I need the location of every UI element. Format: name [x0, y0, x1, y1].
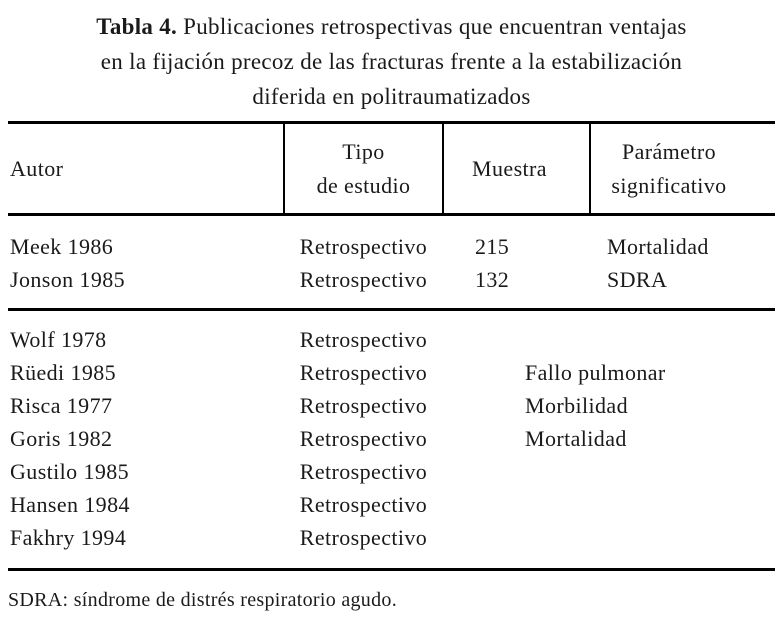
table-title-line2: en la fijación precoz de las fracturas frente a la estabilización	[100, 49, 683, 74]
table-row	[8, 310, 775, 357]
table-footnote: SDRA: síndrome de distrés respiratorio agudo.	[8, 589, 397, 611]
cell-autor: Gustilo 1985	[10, 459, 130, 484]
cell-tipo: Retrospectivo	[299, 426, 428, 451]
header-parametro-line1: Parámetro	[621, 138, 716, 164]
cell-tipo: Retrospectivo	[299, 459, 428, 484]
column-header-parametro-significativo	[590, 123, 775, 215]
column-header-muestra: Muestra	[443, 123, 590, 215]
cell-autor: Fakhry 1994	[10, 525, 127, 550]
table-section-2	[8, 310, 775, 570]
cell-parametro	[443, 521, 775, 570]
table-title-line1	[0, 9, 783, 44]
cell-tipo: Retrospectivo	[299, 234, 428, 259]
table-section-1	[8, 215, 775, 310]
cell-autor: Wolf 1978	[10, 327, 107, 352]
cell-parametro: Mortalidad	[525, 426, 627, 451]
cell-autor: Goris 1982	[10, 426, 113, 451]
table-title-line1-text: Publicaciones retrospectivas que encuentran ventajas	[177, 14, 687, 39]
cell-tipo: Retrospectivo	[299, 492, 428, 517]
cell-parametro: Mortalidad	[607, 234, 709, 259]
cell-parametro: Fallo pulmonar	[525, 360, 666, 385]
table-row	[8, 521, 775, 570]
cell-parametro: SDRA	[607, 267, 668, 292]
table-row	[8, 488, 775, 521]
cell-muestra: 215	[475, 234, 510, 259]
table-row	[8, 455, 775, 488]
header-parametro-line2: significativo	[611, 172, 727, 198]
table-header	[8, 123, 775, 215]
table-row	[8, 422, 775, 455]
table-row	[8, 215, 775, 264]
table-title-line3: diferida en politraumatizados	[252, 84, 531, 109]
header-row	[8, 123, 775, 215]
cell-parametro	[443, 488, 775, 521]
header-tipo-line2: de estudio	[316, 172, 411, 198]
cell-autor: Jonson 1985	[10, 267, 126, 292]
table-row	[8, 389, 775, 422]
cell-tipo: Retrospectivo	[299, 525, 428, 550]
table-title	[0, 9, 783, 114]
publications-table	[8, 121, 775, 571]
cell-muestra: 132	[475, 267, 510, 292]
column-header-autor: Autor	[8, 123, 284, 215]
cell-parametro	[443, 455, 775, 488]
cell-tipo: Retrospectivo	[299, 360, 428, 385]
cell-autor: Hansen 1984	[10, 492, 130, 517]
cell-parametro	[443, 310, 775, 357]
cell-parametro: Morbilidad	[525, 393, 628, 418]
table-row	[8, 263, 775, 310]
column-header-tipo-de-estudio	[284, 123, 443, 215]
cell-autor: Risca 1977	[10, 393, 113, 418]
cell-autor: Meek 1986	[10, 234, 114, 259]
header-tipo-line1: Tipo	[342, 138, 385, 164]
cell-autor: Rüedi 1985	[10, 360, 117, 385]
table-number-label: Tabla 4.	[96, 14, 178, 39]
cell-tipo: Retrospectivo	[299, 327, 428, 352]
table-row	[8, 356, 775, 389]
cell-tipo: Retrospectivo	[299, 393, 428, 418]
cell-tipo: Retrospectivo	[299, 267, 428, 292]
